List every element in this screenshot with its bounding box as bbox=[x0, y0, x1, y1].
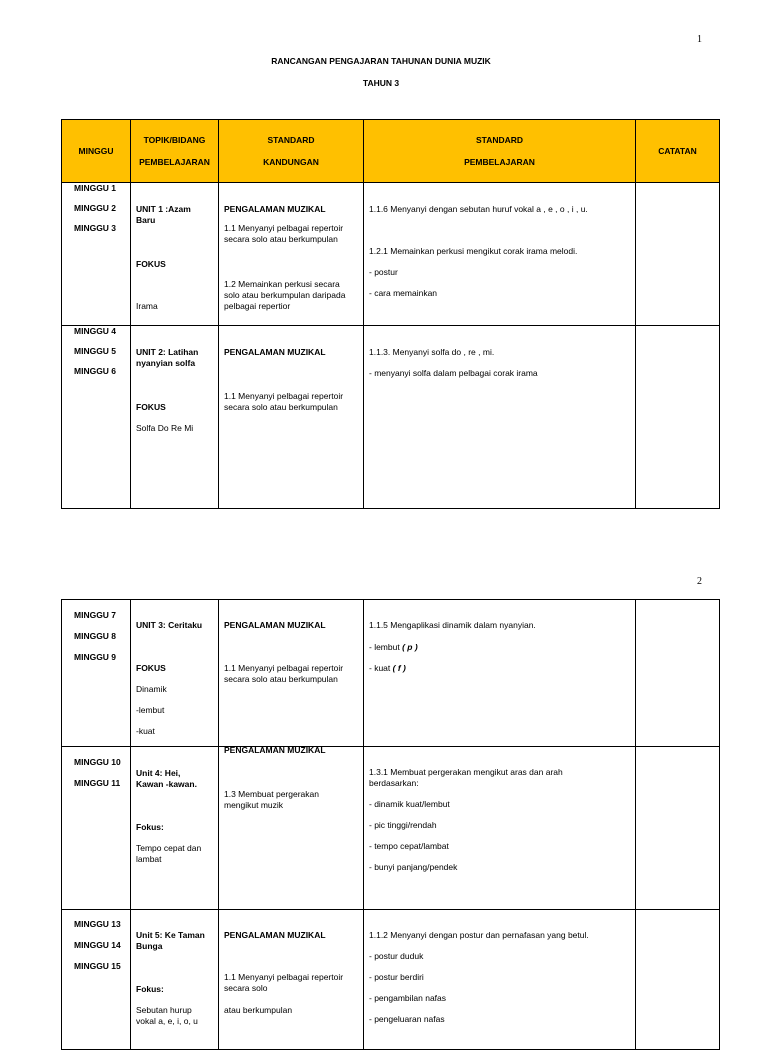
topic-cell: UNIT 3: Ceritaku FOKUS Dinamik -lembut -kuat bbox=[131, 600, 219, 747]
standard-pembelajaran-cell: 1.1.3. Menyanyi solfa do , re , mi. - menyanyi solfa dalam pelbagai corak irama bbox=[364, 326, 636, 509]
fokus-label: FOKUS bbox=[136, 402, 166, 412]
page-number: 1 bbox=[697, 34, 702, 45]
table-row bbox=[62, 747, 720, 910]
sk-heading: PENGALAMAN MUZIKAL bbox=[224, 204, 326, 214]
week-cell: MINGGU 4 MINGGU 5 MINGGU 6 bbox=[62, 326, 131, 509]
header-catatan: CATATAN bbox=[636, 120, 720, 183]
table-row bbox=[62, 183, 720, 326]
fokus-label: FOKUS bbox=[136, 259, 166, 269]
page-number: 2 bbox=[697, 576, 702, 587]
catatan-cell bbox=[636, 600, 720, 747]
topic-cell: Unit 4: Hei, Kawan -kawan. Fokus: Tempo cepat dan lambat bbox=[131, 747, 219, 910]
standard-pembelajaran-cell: 1.1.2 Menyanyi dengan postur dan pernafasan yang betul. - postur duduk - postur berdiri - pengambilan nafas - pengeluaran nafas bbox=[364, 910, 636, 1050]
standard-kandungan-cell: PENGALAMAN MUZIKAL 1.1 Menyanyi pelbagai repertoir secara solo atau berkumpulan bbox=[219, 326, 364, 509]
sk-heading: PENGALAMAN MUZIKAL bbox=[224, 620, 326, 630]
standard-pembelajaran-cell: 1.3.1 Membuat pergerakan mengikut aras dan arah berdasarkan: - dinamik kuat/lembut - pic tinggi/rendah - tempo cepat/lambat - bunyi panjang/pendek bbox=[364, 747, 636, 910]
unit-title: UNIT 2: Latihan bbox=[136, 347, 199, 357]
standard-kandungan-cell: PENGALAMAN MUZIKAL 1.1 Menyanyi pelbagai repertoir secara solo atau berkumpulan bbox=[219, 600, 364, 747]
standard-pembelajaran-cell: 1.1.5 Mengaplikasi dinamik dalam nyanyian. - lembut ( p ) - kuat ( f ) bbox=[364, 600, 636, 747]
standard-kandungan-cell: PENGALAMAN MUZIKAL 1.3 Membuat pergerakan mengikut muzik bbox=[219, 747, 364, 910]
document-subtitle: TAHUN 3 bbox=[362, 78, 400, 88]
week-cell: MINGGU 1 MINGGU 2 MINGGU 3 bbox=[62, 183, 131, 326]
fokus-value: Irama bbox=[136, 301, 158, 311]
topic-cell: UNIT 1 :Azam Baru FOKUS Irama bbox=[131, 183, 219, 326]
fokus-label: Fokus: bbox=[136, 984, 164, 994]
standard-pembelajaran-cell: 1.1.6 Menyanyi dengan sebutan huruf vokal a , e , o , i , u. 1.2.1 Memainkan perkusi mengikut corak irama melodi. - postur - cara memainkan bbox=[364, 183, 636, 326]
unit-title: UNIT 1 :Azam bbox=[136, 204, 191, 214]
sk-heading: PENGALAMAN MUZIKAL bbox=[224, 745, 326, 755]
unit-title: Unit 5: Ke Taman bbox=[136, 930, 205, 940]
table-row bbox=[62, 910, 720, 1050]
table-row bbox=[62, 600, 720, 747]
unit-title: UNIT 3: Ceritaku bbox=[136, 620, 203, 630]
header-minggu: MINGGU bbox=[62, 120, 131, 183]
header-topik: TOPIK/BIDANG PEMBELAJARAN bbox=[131, 120, 219, 183]
week-cell: MINGGU 7 MINGGU 8 MINGGU 9 bbox=[62, 600, 131, 747]
week-cell: MINGGU 10 MINGGU 11 bbox=[62, 747, 131, 910]
sk-heading: PENGALAMAN MUZIKAL bbox=[224, 930, 326, 940]
header-standard-kandungan: STANDARD KANDUNGAN bbox=[219, 120, 364, 183]
dynamic-symbol-forte: ( f ) bbox=[392, 663, 406, 673]
catatan-cell bbox=[636, 183, 720, 326]
fokus-value: Solfa Do Re Mi bbox=[136, 423, 194, 433]
fokus-label: FOKUS bbox=[136, 663, 166, 673]
catatan-cell bbox=[636, 747, 720, 910]
topic-cell: UNIT 2: Latihan nyanyian solfa FOKUS Solfa Do Re Mi bbox=[131, 326, 219, 509]
dynamic-symbol-piano: ( p ) bbox=[402, 642, 418, 652]
week-cell: MINGGU 13 MINGGU 14 MINGGU 15 bbox=[62, 910, 131, 1050]
sk-heading: PENGALAMAN MUZIKAL bbox=[224, 347, 326, 357]
table-row bbox=[62, 326, 720, 509]
plan-table-page-1 bbox=[61, 119, 720, 509]
standard-kandungan-cell: PENGALAMAN MUZIKAL 1.1 Menyanyi pelbagai repertoir secara solo atau berkumpulan 1.2 Memainkan perkusi secara solo atau berkumpulan daripada pelbagai repertior bbox=[219, 183, 364, 326]
topic-cell: Unit 5: Ke Taman Bunga Fokus: Sebutan hurup vokal a, e, i, o, u bbox=[131, 910, 219, 1050]
standard-kandungan-cell: PENGALAMAN MUZIKAL 1.1 Menyanyi pelbagai repertoir secara solo atau berkumpulan bbox=[219, 910, 364, 1050]
document-title: RANCANGAN PENGAJARAN TAHUNAN DUNIA MUZIK bbox=[271, 56, 491, 66]
header-standard-pembelajaran: STANDARD PEMBELAJARAN bbox=[364, 120, 636, 183]
fokus-label: Fokus: bbox=[136, 822, 164, 832]
catatan-cell bbox=[636, 910, 720, 1050]
table-header-row bbox=[62, 120, 720, 183]
unit-title: Unit 4: Hei, bbox=[136, 768, 181, 778]
plan-table-page-2 bbox=[61, 599, 720, 1050]
catatan-cell bbox=[636, 326, 720, 509]
